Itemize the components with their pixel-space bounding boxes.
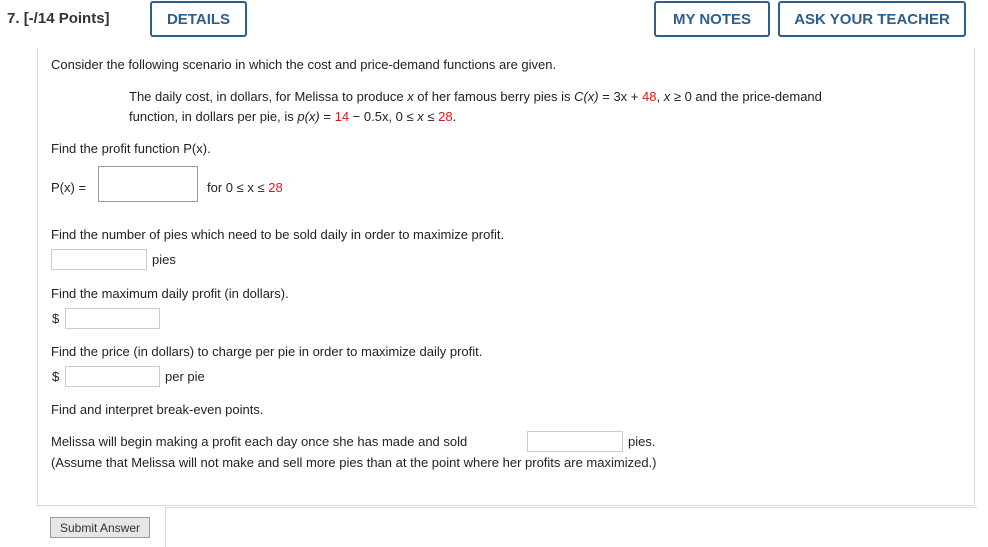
- cost-function-label: C(x): [574, 89, 599, 104]
- part2-prompt: Find the number of pies which need to be sold daily in order to maximize profit.: [51, 227, 505, 242]
- break-even-sentence: Melissa will begin making a profit each day once she has made and sold: [51, 434, 468, 449]
- profit-function-input[interactable]: [98, 166, 198, 202]
- scenario-text: ≥ 0 and the price-demand: [670, 89, 822, 104]
- scenario-text: .: [452, 109, 457, 124]
- scenario-text: =: [319, 109, 335, 124]
- domain-max-value: 28: [268, 180, 283, 195]
- part3-prompt: Find the maximum daily profit (in dollars).: [51, 286, 289, 301]
- max-profit-input[interactable]: [65, 308, 160, 329]
- break-even-input[interactable]: [527, 431, 623, 452]
- price-intercept-value: 14: [334, 109, 350, 124]
- variable-x: x: [417, 109, 424, 124]
- scenario-text: = 3x +: [598, 89, 643, 104]
- details-button[interactable]: DETAILS: [150, 1, 247, 37]
- scenario-line-1: [129, 89, 822, 104]
- dollar-sign: $: [52, 311, 60, 326]
- question-header: [7, 10, 110, 27]
- question-intro: Consider the following scenario in which the cost and price-demand functions are given.: [51, 57, 557, 72]
- price-per-pie-input[interactable]: [65, 366, 160, 387]
- break-even-unit: pies.: [628, 434, 656, 449]
- scenario-text: of her famous berry pies is: [413, 89, 575, 104]
- break-even-note: (Assume that Melissa will not make and sell more pies than at the point where her profits are maximized.): [51, 455, 657, 470]
- part5-prompt: Find and interpret break-even points.: [51, 402, 264, 417]
- fixed-cost-value: 48: [642, 89, 657, 104]
- my-notes-button[interactable]: MY NOTES: [654, 1, 770, 37]
- scenario-text: function, in dollars per pie, is: [129, 109, 298, 124]
- profit-function-label: P(x) =: [51, 180, 87, 195]
- domain-text: for 0 ≤ x ≤: [207, 180, 269, 195]
- scenario-line-2: [129, 109, 456, 124]
- question-number: 7.: [7, 10, 20, 27]
- scenario-text: ,: [656, 89, 664, 104]
- ask-teacher-button[interactable]: ASK YOUR TEACHER: [778, 1, 966, 37]
- pies-unit: pies: [152, 252, 176, 267]
- per-pie-unit: per pie: [165, 369, 205, 384]
- scenario-text: − 0.5x, 0 ≤: [349, 109, 418, 124]
- part1-prompt: Find the profit function P(x).: [51, 141, 211, 156]
- footer-box: [165, 507, 977, 547]
- variable-x: x: [407, 89, 414, 104]
- submit-answer-button[interactable]: Submit Answer: [50, 517, 150, 538]
- price-function-label: p(x): [297, 109, 320, 124]
- question-points: [-/14 Points]: [23, 10, 110, 27]
- scenario-text: The daily cost, in dollars, for Melissa to produce: [129, 89, 408, 104]
- profit-domain: [207, 180, 283, 195]
- part4-prompt: Find the price (in dollars) to charge per pie in order to maximize daily profit.: [51, 344, 483, 359]
- max-x-value: 28: [438, 109, 453, 124]
- scenario-text: ≤: [423, 109, 439, 124]
- variable-x: x: [663, 89, 671, 104]
- dollar-sign: $: [52, 369, 60, 384]
- pies-to-maximize-input[interactable]: [51, 249, 147, 270]
